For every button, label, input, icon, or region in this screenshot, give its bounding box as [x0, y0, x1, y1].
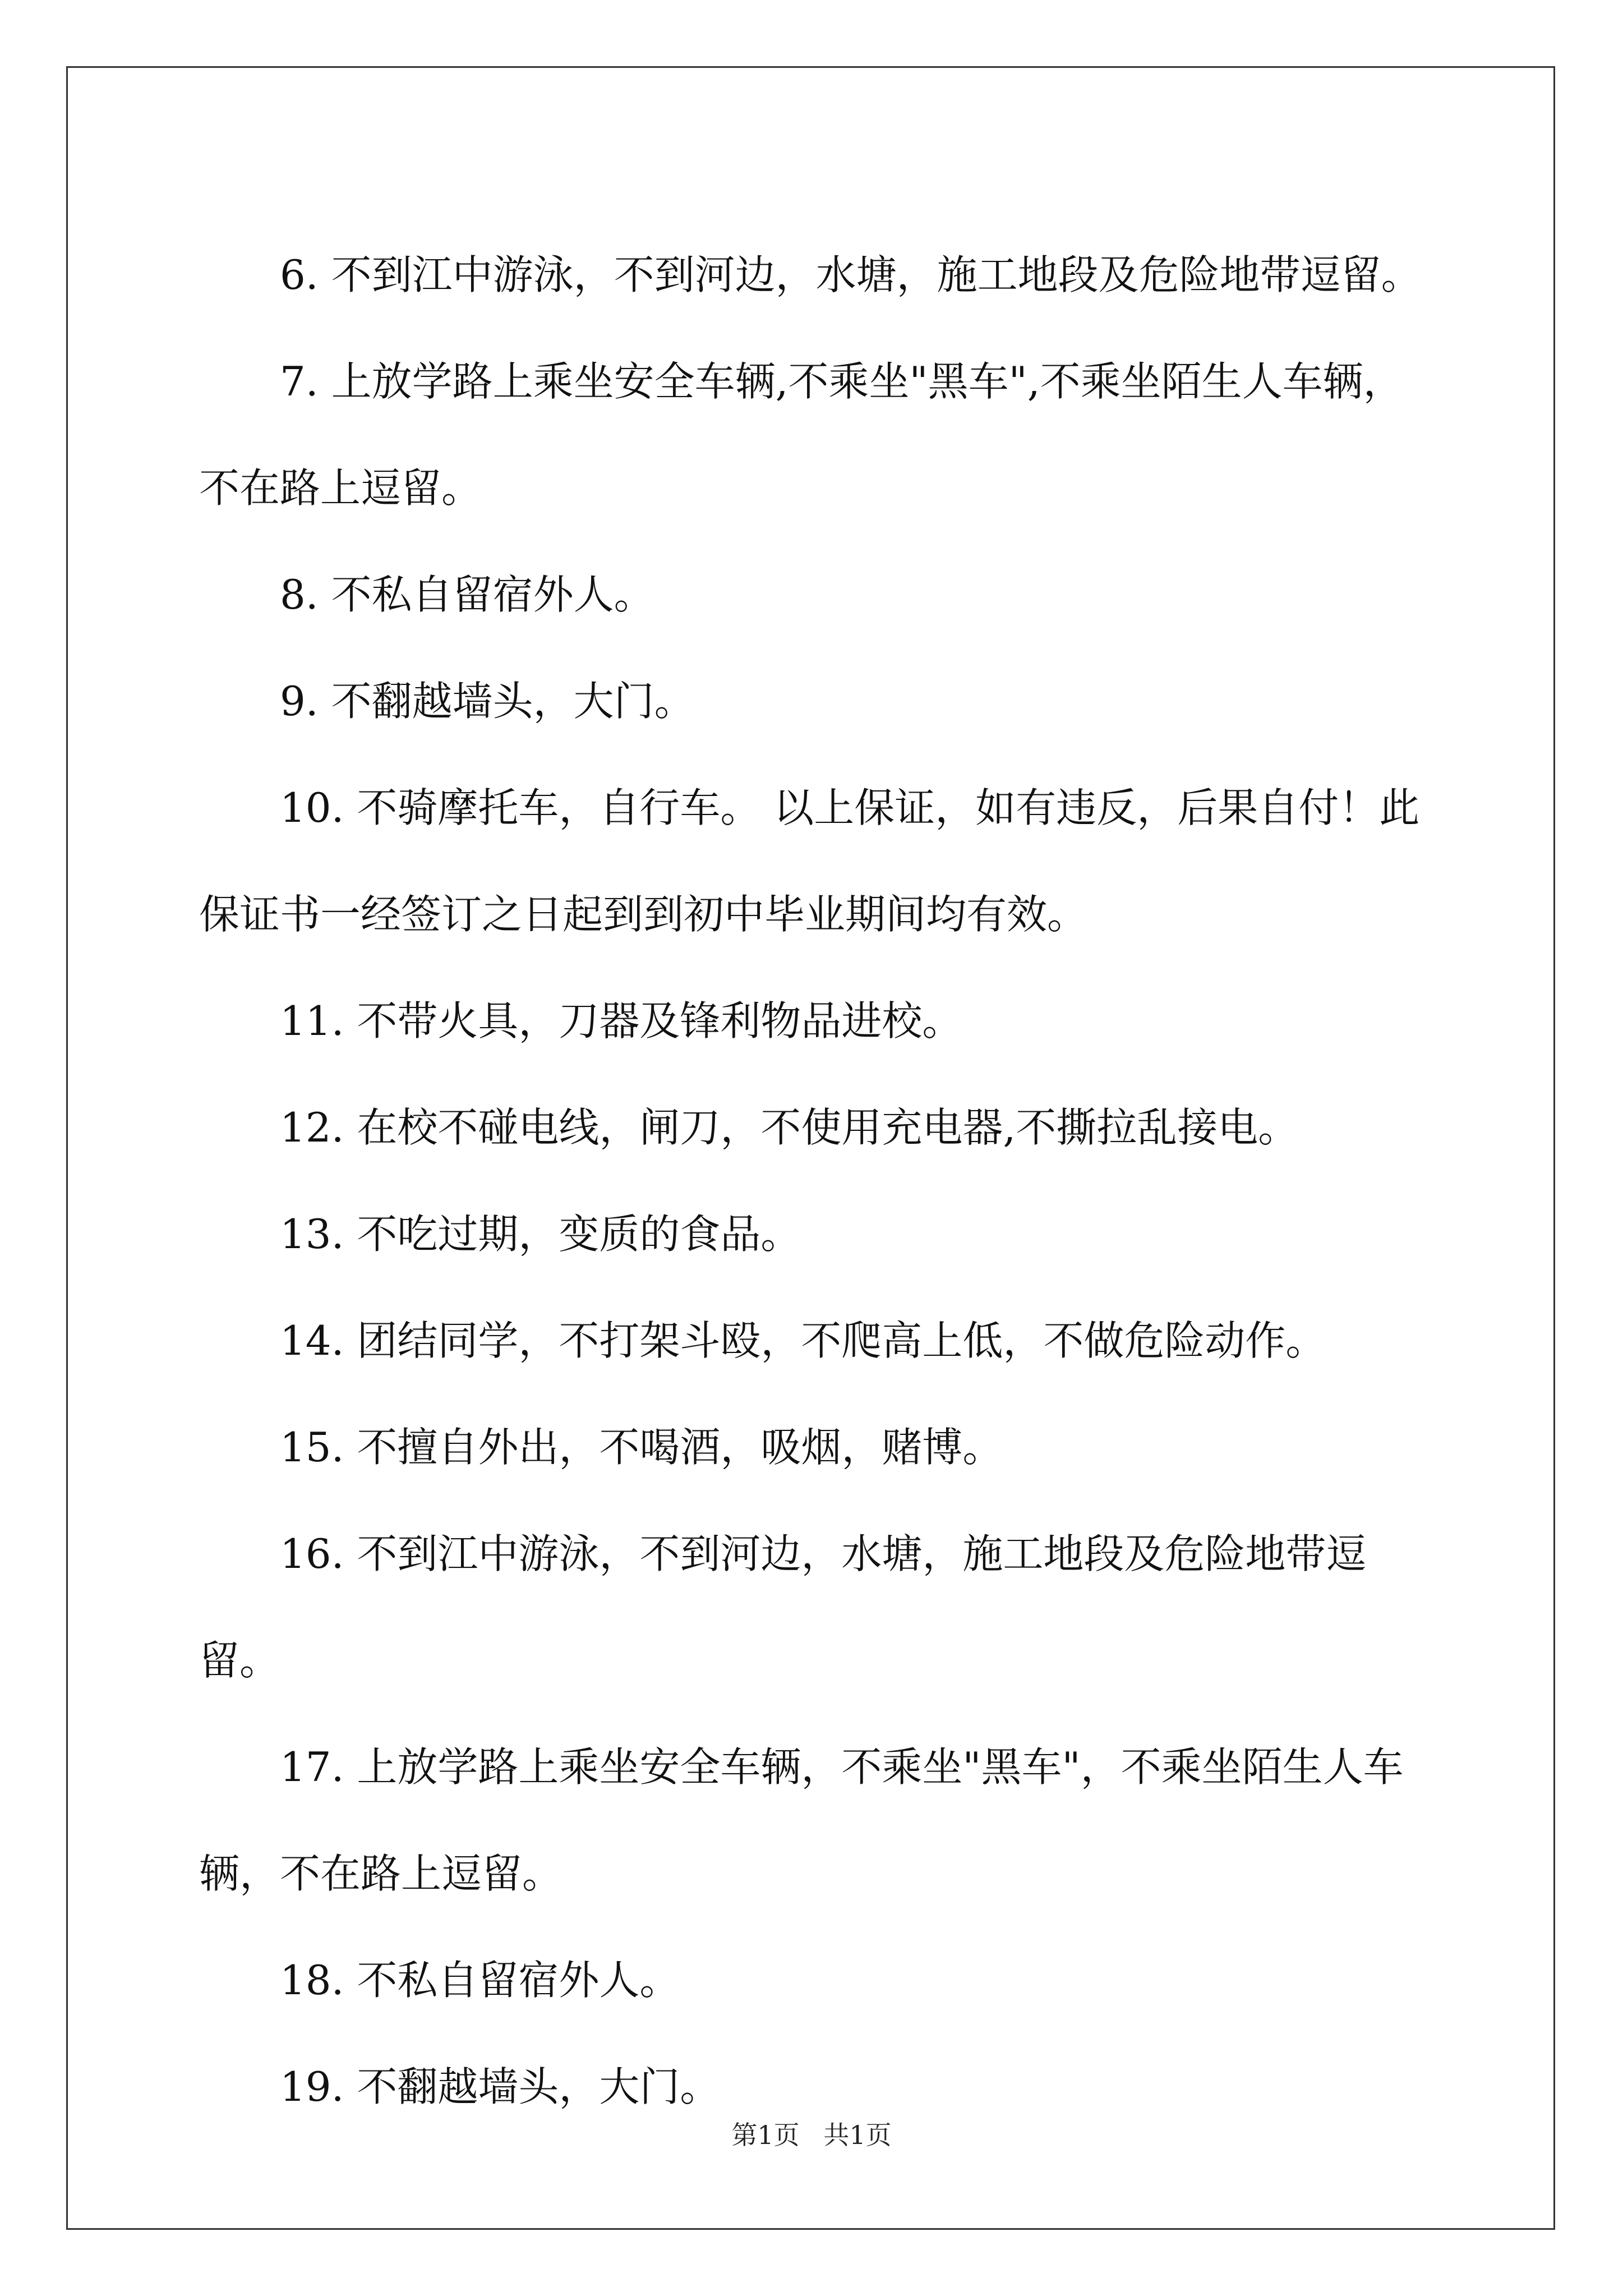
paragraph-item-17: 17. 上放学路上乘坐安全车辆，不乘坐"黑车"，不乘坐陌生人车辆，不在路上逗留。: [199, 1743, 1404, 1897]
page-footer: [0, 2115, 1623, 2152]
paragraph-item-6: 6. 不到江中游泳，不到河边，水塘，施工地段及危险地带逗留。: [280, 251, 1422, 298]
paragraph-item-18: 18. 不私自留宿外人。: [280, 1957, 680, 2004]
page-total: 共1页: [823, 2120, 892, 2150]
paragraph-item-7: 7. 上放学路上乘坐安全车辆,不乘坐"黑车",不乘坐陌生人车辆，不在路上逗留。: [199, 358, 1404, 512]
document-body: [199, 222, 1433, 2140]
paragraph-item-12: 12. 在校不碰电线，闸刀，不使用充电器,不撕拉乱接电。: [280, 1104, 1299, 1151]
paragraph-item-8: 8. 不私自留宿外人。: [280, 571, 654, 618]
paragraph-item-13: 13. 不吃过期，变质的食品。: [280, 1211, 801, 1258]
paragraph-item-10: 10. 不骑摩托车，自行车。 以上保证，如有违反，后果自付！此保证书一经签订之日起到到初中毕业期间均有效。: [199, 784, 1420, 938]
paragraph-item-16: 16. 不到江中游泳，不到河边，水塘，施工地段及危险地带逗留。: [199, 1530, 1367, 1684]
page-number: 第1页: [731, 2120, 800, 2150]
paragraph-item-19: 19. 不翻越墙头，大门。: [280, 2063, 721, 2110]
paragraph-item-15: 15. 不擅自外出，不喝酒，吸烟，赌博。: [280, 1424, 1003, 1471]
paragraph-item-9: 9. 不翻越墙头，大门。: [280, 678, 695, 725]
paragraph-item-11: 11. 不带火具，刀器及锋利物品进校。: [280, 997, 963, 1045]
paragraph-item-14: 14. 团结同学，不打架斗殴，不爬高上低，不做危险动作。: [280, 1317, 1326, 1364]
